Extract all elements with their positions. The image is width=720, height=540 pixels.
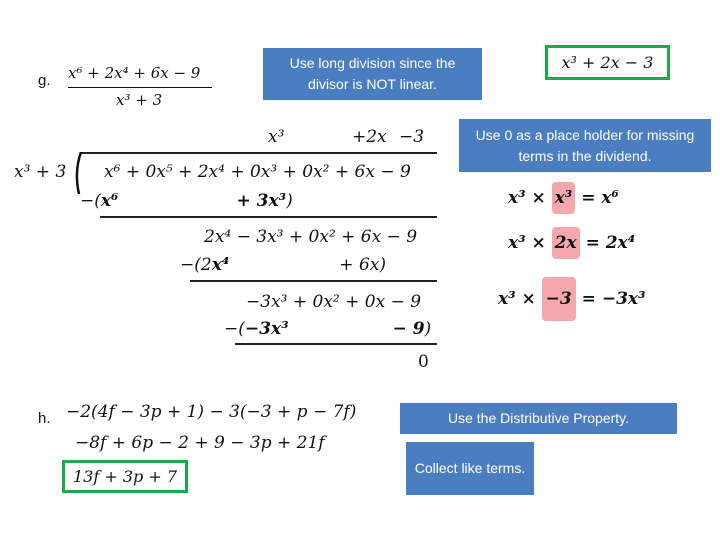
subtract-rule-1 — [100, 216, 437, 218]
answer-h-box — [62, 460, 188, 493]
callout-collect: Collect like terms. — [406, 442, 534, 495]
product-2-right: = 2x⁴ — [585, 233, 636, 253]
product-row-2 — [508, 233, 635, 253]
callout-distributive: Use the Distributive Property. — [400, 403, 677, 434]
product-2-highlight: 2x — [552, 227, 580, 259]
problem-g-label: g. — [38, 72, 51, 89]
problem-h-line-1: −2(4f − 3p + 1) − 3(−3 + p − 7f) — [66, 402, 357, 422]
callout-long-division: Use long division since the divisor is NOT linear. — [263, 48, 482, 100]
product-3-right: = −3x³ — [581, 289, 646, 309]
sub2-term-a: x⁴ — [211, 255, 230, 275]
answer-g-box — [545, 45, 670, 80]
quotient-term-2: +2x — [352, 127, 387, 147]
subtract-line-2 — [180, 255, 386, 275]
product-3-left: x³ × — [498, 289, 536, 309]
subtract-rule-3 — [235, 343, 437, 345]
problem-g-denominator: x³ + 3 — [116, 91, 163, 109]
product-1-right: = x⁶ — [581, 188, 619, 208]
sub3-open: −( — [224, 319, 245, 339]
product-3-highlight: −3 — [542, 277, 576, 321]
product-1-highlight: x³ — [552, 182, 576, 214]
quotient-term-3: −3 — [399, 127, 425, 147]
bracket-shape — [72, 152, 86, 194]
problem-h-label: h. — [38, 410, 51, 427]
answer-g-text: x³ + 2x − 3 — [561, 53, 654, 72]
division-bracket — [72, 152, 86, 194]
sub2-term-b: + 6x) — [339, 255, 386, 275]
subtract-rule-2 — [190, 280, 437, 282]
subtract-line-3 — [224, 319, 431, 339]
dividend: x⁶ + 0x⁵ + 2x⁴ + 0x³ + 0x² + 6x − 9 — [104, 162, 411, 182]
product-1-left: x³ × — [508, 188, 546, 208]
subtract-line-1 — [80, 191, 293, 211]
final-remainder: 0 — [418, 352, 429, 372]
sub2-open: −(2 — [180, 255, 212, 275]
callout-placeholder: Use 0 as a place holder for missing terms in the dividend. — [459, 119, 711, 172]
product-row-3 — [498, 289, 646, 309]
answer-h-text: 13f + 3p + 7 — [72, 467, 178, 486]
fraction-bar — [68, 87, 212, 88]
division-bar — [80, 152, 437, 154]
sub1-term-b: + 3x³ — [236, 191, 287, 211]
sub3-close: ) — [424, 319, 432, 339]
remainder-line-1: 2x⁴ − 3x³ + 0x² + 6x − 9 — [204, 227, 418, 247]
product-2-left: x³ × — [508, 233, 546, 253]
remainder-line-2: −3x³ + 0x² + 0x − 9 — [246, 292, 422, 312]
sub1-open: −( — [80, 191, 101, 211]
problem-h-line-2: −8f + 6p − 2 + 9 − 3p + 21f — [75, 433, 325, 453]
sub3-term-b: − 9 — [392, 319, 425, 339]
sub3-term-a: −3x³ — [244, 319, 289, 339]
quotient-term-1: x³ — [268, 127, 285, 147]
divisor: x³ + 3 — [14, 162, 67, 182]
sub1-close: ) — [286, 191, 293, 211]
sub1-term-a: x⁶ — [100, 191, 119, 211]
problem-g-numerator: x⁶ + 2x⁴ + 6x − 9 — [68, 64, 201, 82]
product-row-1 — [508, 188, 619, 208]
